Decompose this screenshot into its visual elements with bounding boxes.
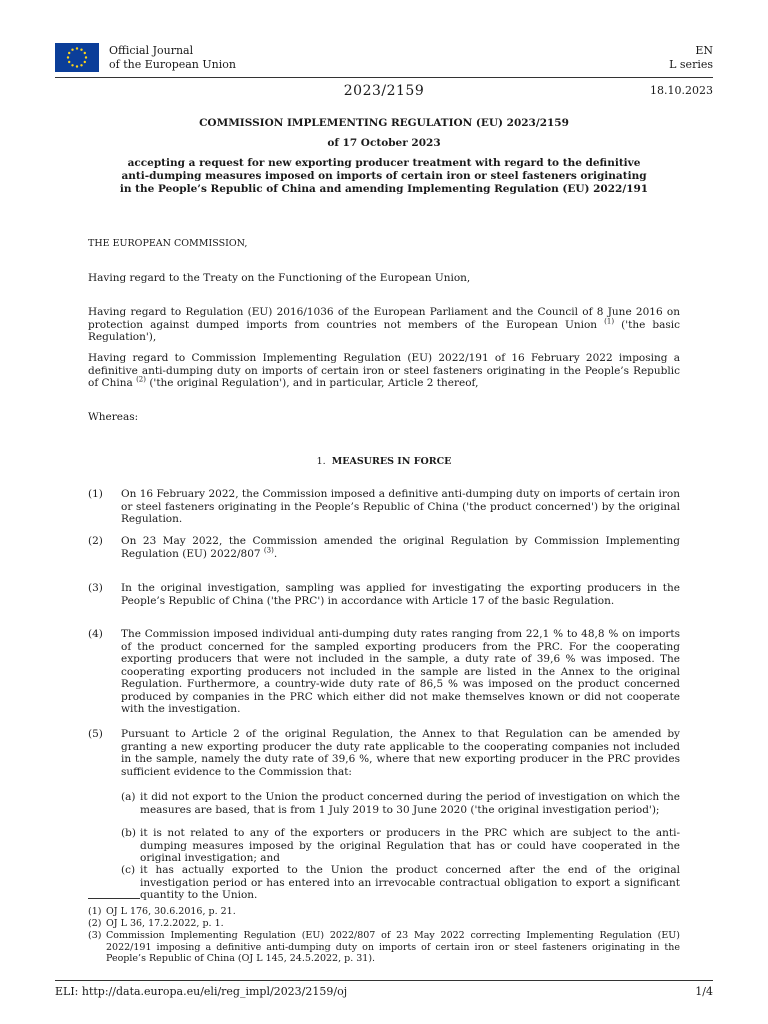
recital-number: (5) — [88, 728, 103, 740]
item-letter: (a) — [121, 791, 136, 803]
recital-text: In the original investigation, sampling was applied for investigating the exporting producers in the People’s Republic of China ('the PRC') in accordance with Article 17 of the basic Regulation. — [121, 582, 680, 607]
footnote-text: OJ L 176, 30.6.2016, p. 21. — [106, 906, 236, 917]
recital-5-item-a — [121, 791, 680, 816]
footnote-3 — [88, 930, 680, 965]
footnote-divider — [88, 898, 140, 899]
footnote-2 — [88, 918, 680, 930]
recital-number: (3) — [88, 582, 103, 594]
regulation-subject: accepting a request for new exporting producer treatment with regard to the definitive anti-dumping measures imposed on imports of certain iron or steel fasteners originating in the People’s Republic of China and amending Implementing Regulation (EU) 2022/191 — [119, 157, 649, 195]
footnote-ref-2[interactable]: (2) — [136, 375, 146, 384]
recital-number: (4) — [88, 628, 103, 640]
footnote-text: OJ L 36, 17.2.2022, p. 1. — [106, 918, 224, 929]
journal-title-line1: Official Journal — [109, 44, 194, 57]
eli-link[interactable]: ELI: http://data.europa.eu/eli/reg_impl/2023/2159/oj — [55, 985, 348, 998]
section-heading — [0, 456, 768, 467]
recital-3 — [88, 582, 680, 607]
footnote-ref-3[interactable]: (3) — [263, 546, 274, 554]
recital-5-item-c — [121, 864, 680, 902]
preamble-basic-regulation: Having regard to Regulation (EU) 2016/1036 of the European Parliament and the Council of 8 June 2016 on protection against dumped imports from countries not members of the European Union $^{(1)}$ ('the basic Regulation'), — [88, 306, 681, 343]
document-number: 2023/2159 — [343, 83, 425, 99]
recital-number: (2) — [88, 535, 103, 547]
preamble-treaty: Having regard to the Treaty on the Functioning of the European Union, — [88, 272, 471, 284]
preamble-whereas: Whereas: — [88, 411, 139, 423]
eu-stars-icon — [55, 43, 99, 72]
preamble-original-regulation: Having regard to Commission Implementing Regulation (EU) 2022/191 of 16 February 2022 imposing a definitive anti-dumping duty on imports of certain iron or steel fasteners originating in the People’s Republic of China $^{(2)}$ ('the original Regulation'), and in particular, Article 2 thereof, — [88, 352, 680, 389]
recital-number: (1) — [88, 488, 103, 500]
recital-text: On 23 May 2022, the Commission amended the original Regulation by Commission Implementing Regulation (EU) 2022/807 $^{(3)}$. — [121, 535, 680, 560]
recital-2 — [88, 535, 680, 560]
item-text: it has actually exported to the Union the product concerned after the end of the original investigation period or has entered into an irrevocable contractual obligation to export a significant quantity to the Union. — [140, 864, 680, 901]
page-number: 1/4 — [695, 985, 713, 998]
regulation-date: of 17 October 2023 — [327, 137, 441, 149]
section-number: 1. — [316, 456, 326, 467]
item-letter: (c) — [121, 864, 136, 876]
preamble-commission: THE EUROPEAN COMMISSION, — [88, 238, 248, 249]
recital-text: The Commission imposed individual anti-dumping duty rates ranging from 22,1 % to 48,8 % on imports of the product concerned for the sampled exporting producers from the PRC. For the cooperating exporting producers that were not included in the sample, a duty rate of 39,6 % was imposed. The cooperating exporting producers not included in the sample are listed in the Annex to the original Regulation. Furthermore, a country-wide duty rate of 86,5 % was imposed on the product concerned produced by companies in the PRC which either did not make themselves known or did not cooperate with the investigation. — [121, 628, 680, 715]
recital-text: Pursuant to Article 2 of the original Regulation, the Annex to that Regulation can be amended by granting a new exporting producer the duty rate applicable to the cooperating companies not included in the sample, namely the duty rate of 39,6 %, where that new exporting producer in the PRC provides sufficient evidence to the Commission that: — [121, 728, 680, 778]
recital-4 — [88, 628, 680, 716]
publication-date: 18.10.2023 — [650, 84, 713, 97]
footnote-number: (2) — [88, 918, 102, 929]
section-title: MEASURES IN FORCE — [331, 456, 452, 467]
series-label: L series — [669, 57, 713, 71]
footer-divider — [55, 980, 713, 981]
header-divider — [55, 77, 713, 78]
language-series — [669, 44, 713, 71]
journal-title — [109, 44, 236, 71]
regulation-title: COMMISSION IMPLEMENTING REGULATION (EU) 2023/2159 — [199, 117, 569, 129]
item-text: it is not related to any of the exporters or producers in the PRC which are subject to the anti-dumping measures imposed by the original Regulation that has or could have cooperated in the original investigation; and — [140, 827, 680, 864]
recital-1 — [88, 488, 680, 526]
journal-title-line2: of the European Union — [109, 57, 236, 71]
footnote-number: (3) — [88, 930, 102, 941]
recital-text: On 16 February 2022, the Commission imposed a definitive anti-dumping duty on imports of certain iron or steel fasteners originating in the People’s Republic of China ('the product concerned') by the original Regulation. — [121, 488, 680, 525]
footnote-text: Commission Implementing Regulation (EU) 2022/807 of 23 May 2022 correcting Implementing Regulation (EU) 2022/191 imposing a definitive anti-dumping duty on imports of certain iron or steel fasteners originating in the People’s Republic of China (OJ L 145, 24.5.2022, p. 31). — [106, 930, 680, 964]
recital-5-item-b — [121, 827, 680, 865]
recital-5 — [88, 728, 680, 778]
item-text: it did not export to the Union the product concerned during the period of investigation on which the measures are based, that is from 1 July 2019 to 30 June 2020 ('the original investigation period'); — [140, 791, 680, 816]
eu-flag-logo — [55, 43, 99, 72]
footnote-number: (1) — [88, 906, 102, 917]
item-letter: (b) — [121, 827, 136, 839]
footnote-1 — [88, 906, 680, 918]
language-code: EN — [695, 44, 713, 57]
footnote-ref-1[interactable]: (1) — [604, 317, 615, 325]
